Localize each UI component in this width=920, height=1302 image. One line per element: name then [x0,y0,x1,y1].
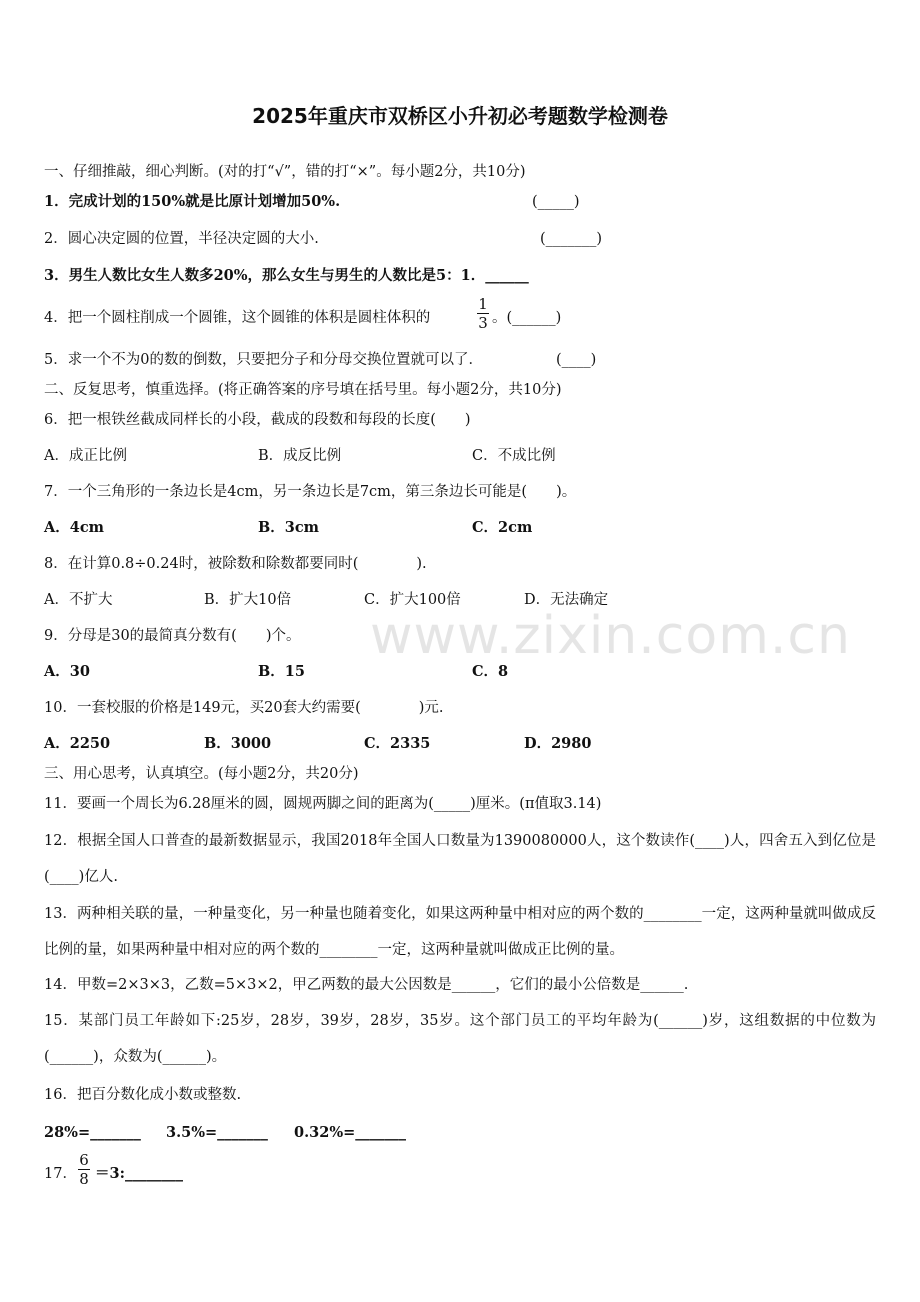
section-1-heading: 一、仔细推敲，细心判断。(对的打“√”，错的打“×”。每小题2分，共10分) [44,164,526,180]
question-5: 5．求一个不为0的数的倒数，只要把分子和分母交换位置就可以了． [44,352,483,368]
question-16: 16．把百分数化成小数或整数. [44,1087,242,1103]
question-13: 13．两种相关联的量，一种量变化，另一种量也随着变化，如果这两种量中相对应的两个数的________一定，这两种量就叫做成反比例的量，如果两种量中相对应的两个数的________一定，这两种量就叫做成正比例的量。 [44,906,876,958]
question-15: 15．某部门员工年龄如下:25岁，28岁，39岁，28岁，35岁。这个部门员工的平均年龄为(______)岁，这组数据的中位数为(______)，众数为(______)。 [44,1013,876,1065]
question-9-option-b[interactable]: B．15 [258,663,305,680]
fraction-numerator: 6 [79,1151,89,1169]
question-6: 6．把一根铁丝截成同样长的小段，截成的段数和每段的长度( ) [44,412,471,428]
question-9-option-a[interactable]: A．30 [44,663,90,680]
question-8-option-d[interactable]: D．无法确定 [524,592,609,608]
question-10-option-a[interactable]: A．2250 [44,735,111,752]
question-16-item-2[interactable]: 3.5%=_______ [166,1124,268,1141]
question-2-blank[interactable]: (_______) [540,231,603,247]
question-6-option-c[interactable]: C．不成比例 [472,448,556,464]
question-5-blank[interactable]: (____) [556,352,597,368]
section-2-heading: 二、反复思考，慎重选择。(将正确答案的序号填在括号里。每小题2分，共10分) [44,382,562,398]
question-4-fraction [477,295,489,332]
question-7-option-a[interactable]: A．4cm [44,519,105,536]
question-17-label: 17． [44,1166,77,1182]
watermark: www.zixin.com.cn [370,606,851,666]
fraction-denominator: 8 [79,1170,89,1188]
question-10: 10．一套校服的价格是149元，买20套大约需要( )元. [44,700,444,716]
question-8: 8．在计算0.8÷0.24时，被除数和除数都要同时( ). [44,556,427,572]
question-1-blank[interactable]: (_____) [532,194,580,210]
fraction-numerator: 1 [478,295,488,313]
question-11: 11．要画一个周长为6.28厘米的圆，圆规两脚之间的距离为(_____)厘米。(π值取3.14) [44,796,602,812]
question-6-option-b[interactable]: B．成反比例 [258,448,342,464]
question-4-blank[interactable]: 。(______) [492,310,562,326]
question-9-option-c[interactable]: C．8 [472,663,509,680]
question-7: 7．一个三角形的一条边长是4cm，另一条边长是7cm，第三条边长可能是( )。 [44,484,577,500]
question-10-option-b[interactable]: B．3000 [204,735,272,752]
question-7-option-b[interactable]: B．3cm [258,519,320,536]
question-1: 1．完成计划的150%就是比原计划增加50%. [44,193,341,210]
question-8-option-c[interactable]: C．扩大100倍 [364,592,461,608]
question-10-option-c[interactable]: C．2335 [364,735,431,752]
question-2: 2．圆心决定圆的位置，半径决定圆的大小. [44,231,319,247]
question-16-item-3[interactable]: 0.32%=_______ [294,1124,406,1141]
question-12: 12．根据全国人口普查的最新数据显示，我国2018年全国人口数量为1390080000人，这个数读作(____)人，四舍五入到亿位是(____)亿人. [44,833,876,885]
question-14: 14．甲数=2×3×3，乙数=5×3×2，甲乙两数的最大公因数是______，它们的最小公倍数是______. [44,977,689,993]
question-17-blank[interactable]: ＝3:________ [95,1165,183,1182]
question-7-option-c[interactable]: C．2cm [472,519,533,536]
question-8-option-b[interactable]: B．扩大10倍 [204,592,292,608]
page-title: 2025年重庆市双桥区小升初必考题数学检测卷 [252,104,668,128]
question-10-option-d[interactable]: D．2980 [524,735,592,752]
question-17-fraction [78,1151,90,1188]
question-6-option-a[interactable]: A．成正比例 [44,448,127,464]
question-3: 3．男生人数比女生人数多20%，那么女生与男生的人数比是5：1．______ [44,267,529,284]
question-9: 9．分母是30的最简真分数有( )个。 [44,628,301,644]
section-3-heading: 三、用心思考，认真填空。(每小题2分，共20分) [44,766,359,782]
fraction-denominator: 3 [478,314,488,332]
question-16-item-1[interactable]: 28%=_______ [44,1124,141,1141]
question-4: 4．把一个圆柱削成一个圆锥，这个圆锥的体积是圆柱体积的 [44,310,431,326]
question-8-option-a[interactable]: A．不扩大 [44,592,113,608]
